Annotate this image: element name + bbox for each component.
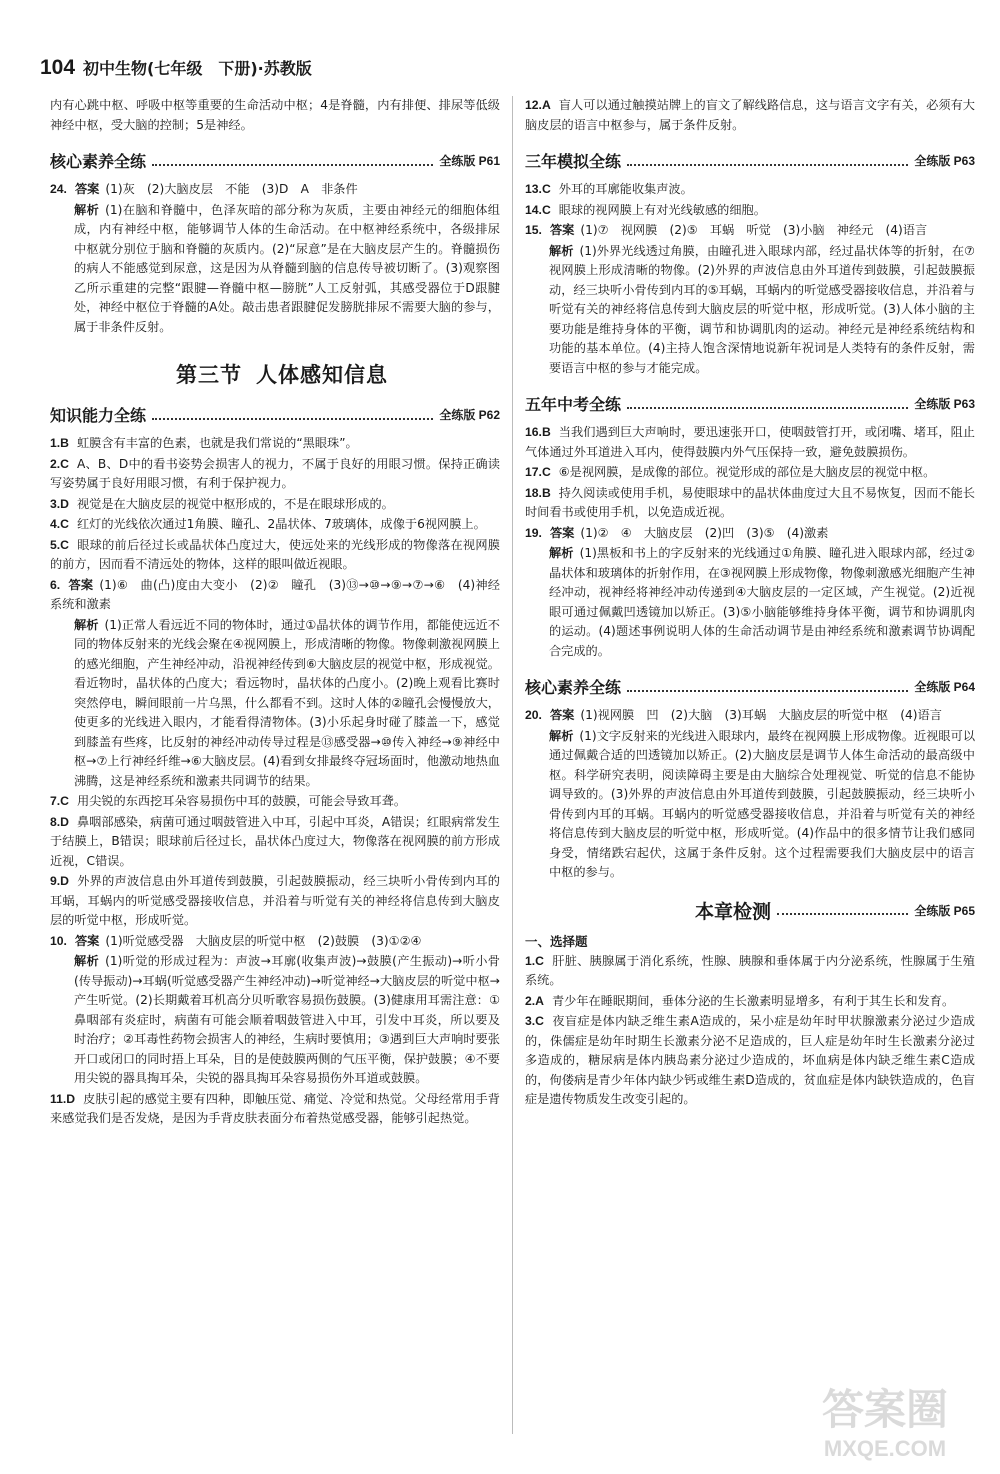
explanation-tag: 解析 [549, 728, 574, 743]
section-page-ref: 全练版 P62 [439, 408, 500, 422]
dotted-leader [152, 156, 433, 166]
answer-text: (1)视网膜 凹 (2)大脑 (3)耳蜗 大脑皮层的听觉中枢 (4)语言 [580, 708, 942, 722]
item-number: 8.D [50, 814, 69, 829]
answer-text: 当我们遇到巨大声响时，要迅速张开口，使咽鼓管打开，或闭嘴、堵耳，阻止气体通过外耳道进入耳内，使得鼓膜内外气压保持一致，避免鼓膜损伤。 [525, 425, 975, 459]
answer-tag: 答案 [549, 525, 575, 540]
answer-text: (1)⑦ 视网膜 (2)⑤ 耳蜗 听觉 (3)小脑 神经元 (4)语言 [580, 223, 928, 237]
explanation-text: (1)听觉的形成过程为：声波→耳廓(收集声波)→鼓膜(产生振动)→听小骨(传导振动)→耳蜗(听觉感受器产生神经冲动)→听觉神经→大脑皮层的听觉中枢→产生听觉。(2)长期戴着耳机高分贝听歌容易损伤鼓膜。(3)健康用耳需注意：①鼻咽部有炎症时，病菌有可能会顺着咽鼓管进入中耳，引发中耳炎，所以要及时治疗；②耳毒性药物会损害人的神经，生病时要慎用；③遇到巨大声响时要张开口或闭口的同时捂上耳朵，目的是使鼓膜两侧的气压平衡，保护鼓膜；④不要用尖锐的器具掏耳朵，尖锐的器具掏耳朵容易损伤外耳道或鼓膜。 [74, 954, 500, 1085]
answer-tag: 答案 [549, 223, 575, 237]
section-header [525, 149, 975, 172]
item-number: 18.B [525, 485, 551, 500]
section-title: 五年中考全练 [525, 395, 622, 414]
answer-tag: 答案 [74, 182, 100, 196]
explanation-item [50, 616, 500, 792]
chapter-name: 人体感知信息 [256, 363, 388, 387]
explanation-item [50, 201, 500, 338]
answer-text: A、B、D中的看书姿势会损害人的视力，不属于良好的用眼习惯。保持正确读写姿势属于良好用眼习惯，有利于保护视力。 [50, 456, 500, 490]
explanation-item [525, 727, 975, 883]
answer-item [50, 813, 500, 872]
answer-tag: 答案 [68, 577, 94, 592]
item-number: 14.C [525, 202, 551, 217]
section-header [525, 897, 975, 924]
item-number: 13.C [525, 182, 551, 196]
answer-tag: 答案 [74, 933, 100, 948]
answer-text: 虹膜含有丰富的色素，也就是我们常说的“黑眼珠”。 [76, 436, 358, 450]
item-number: 12.A [525, 98, 551, 112]
explanation-tag: 解析 [549, 546, 574, 560]
left-column [50, 96, 500, 1454]
dotted-leader [777, 905, 908, 915]
answer-text: 皮肤引起的感觉主要有四种，即触压觉、痛觉、冷觉和热觉。父母经常用手背来感觉我们是否发烧，是因为手背皮肤表面分布着热觉感受器，能够引起热觉。 [50, 1091, 500, 1125]
answer-item [525, 180, 975, 200]
answer-text: 红灯的光线依次通过1角膜、瞳孔、2晶状体、7玻璃体，成像于6视网膜上。 [76, 517, 486, 531]
dotted-leader [627, 682, 908, 692]
section-title: 核心素养全练 [50, 152, 147, 171]
item-number: 17.C [525, 465, 551, 479]
item-number: 6. [50, 577, 61, 592]
right-column [525, 96, 975, 1454]
answer-item [525, 463, 975, 483]
item-number: 11.D [50, 1091, 76, 1106]
answer-item [50, 932, 500, 952]
answer-item [50, 455, 500, 494]
item-number: 10. [50, 933, 67, 948]
chapter-number: 第三节 [176, 363, 242, 387]
explanation-text: (1)外界光线透过角膜，由瞳孔进入眼球内部，经过晶状体等的折射，在⑦视网膜上形成清晰的物像。(2)外界的声波信息由外耳道传到鼓膜，引起鼓膜振动，经三块听小骨传到内耳的⑤耳蜗，耳蜗内的听觉感受器接收信息，并沿着与听觉有关的神经将信息传到大脑皮层的听觉中枢，形成听觉。(3)人体小脑的主要功能是维持身体的平衡，调节和协调肌肉的运动。神经元是神经系统结构和功能的基本单位。(4)主持人饱含深情地说新年祝词是人类特有的条件反射，需要语言中枢的参与才能完成。 [549, 243, 975, 375]
explanation-tag: 解析 [74, 954, 100, 968]
dotted-leader [152, 410, 433, 420]
answer-item [525, 423, 975, 462]
answer-item [525, 96, 975, 135]
answer-text: 肝脏、胰腺属于消化系统，性腺、胰腺和垂体属于内分泌系统，性腺属于生殖系统。 [525, 953, 975, 987]
explanation-tag: 解析 [74, 617, 99, 632]
answer-item [50, 872, 500, 931]
answer-text: (1)灰 (2)大脑皮层 不能 (3)D A 非条件 [105, 182, 358, 196]
answer-item [525, 952, 975, 991]
answer-text: 盲人可以通过触摸站牌上的盲文了解线路信息，这与语言文字有关，必须有大脑皮层的语言中枢参与，属于条件反射。 [525, 98, 975, 132]
answer-text: 外耳的耳廓能收集声波。 [558, 182, 693, 196]
explanation-item [525, 544, 975, 661]
explanation-tag: 解析 [549, 243, 574, 258]
item-number: 9.D [50, 874, 69, 888]
item-number: 7.C [50, 794, 69, 808]
section-title: 三年模拟全练 [525, 152, 622, 171]
answer-text: 青少年在睡眠期间，垂体分泌的生长激素明显增多，有利于其生长和发育。 [551, 993, 955, 1008]
answer-item [525, 992, 975, 1012]
explanation-text: (1)文字反射来的光线进入眼球内，最终在视网膜上形成物像。近视眼可以通过佩戴合适的凹透镜加以矫正。(2)大脑皮层是调节人体生命活动的最高级中枢。科学研究表明，阅读障碍主要是由大脑综合处理视觉、听觉的信息不能协调导致的。(3)外界的声波信息由外耳道传到鼓膜，引起鼓膜振动，经三块听小骨传到内耳的耳蜗。耳蜗内的听觉感受器接收信息，并沿着与听觉有关的神经将信息传到大脑皮层的听觉中枢，形成听觉。(4)作品中的很多情节让我们感同身受，情绪跌宕起伏，这属于条件反射。这个过程需要我们大脑皮层中的语言中枢的参与。 [549, 728, 975, 879]
answer-item [50, 792, 500, 812]
answer-item [50, 576, 500, 615]
column-divider [512, 96, 513, 1434]
section-page-ref: 全练版 P64 [914, 680, 975, 694]
answer-tag: 答案 [549, 708, 575, 722]
section-title: 核心素养全练 [525, 678, 622, 697]
explanation-tag: 解析 [74, 202, 100, 217]
section-header [525, 392, 975, 415]
answer-item [525, 221, 975, 241]
watermark-url: MXQE.COM [823, 1436, 947, 1461]
answer-item [50, 180, 500, 200]
explanation-text: (1)正常人看远近不同的物体时，通过①晶状体的调节作用，都能使远近不同的物体反射来的光线会聚在④视网膜上，形成清晰的物像。物像刺激视网膜上的感光细胞，产生神经冲动，沿视神经传到⑥大脑皮层的视觉中枢，形成视觉。看近物时，晶状体的凸度大；看远物时，晶状体的凸度小。(2)晚上观看比赛时突然停电，瞬间眼前一片乌黑，什么都看不到。这时人体的②瞳孔会慢慢放大，使更多的光线进入眼内，才能看得清物体。(3)小乐起身时碰了膝盖一下，感觉到膝盖有些疼，比反射的神经冲动传导过程是⑬感受器→⑩传入神经→⑨神经中枢→⑦上行神经纤维→⑥大脑皮层。(4)看到女排最终夺冠场面时，他激动地热血沸腾，这是神经系统和激素共同调节的结果。 [74, 617, 500, 788]
answer-text: 视觉是在大脑皮层的视觉中枢形成的，不是在眼球形成的。 [76, 496, 394, 511]
running-header [40, 56, 312, 82]
section-page-ref: 全练版 P63 [914, 397, 975, 411]
item-number: 20. [525, 708, 542, 722]
section-header [50, 403, 500, 426]
subsection-title: 一、选择题 [525, 933, 588, 949]
section-header [50, 149, 500, 172]
dotted-leader [627, 399, 908, 409]
answer-text: 眼球的前后径过长或晶状体凸度过大，使远处来的光线形成的物像落在视网膜的前方，因而看不清远处的物体，这样的眼叫做近视眼。 [50, 537, 500, 571]
section-title: 知识能力全练 [50, 406, 147, 425]
answer-text: 鼻咽部感染，病菌可通过咽鼓管进入中耳，引起中耳炎，A错误；红眼病常发生于结膜上，B错误；眼球前后径过长，晶状体凸度过大，物像落在视网膜的前方形成近视，C错误。 [50, 814, 500, 868]
item-number: 3.C [525, 1014, 544, 1028]
section-page-ref: 全练版 P63 [914, 154, 975, 168]
answer-item [50, 495, 500, 515]
answer-text: (1)听觉感受器 大脑皮层的听觉中枢 (2)鼓膜 (3)①②④ [105, 933, 422, 948]
answer-text: 用尖锐的东西挖耳朵容易损伤中耳的鼓膜，可能会导致耳聋。 [76, 794, 407, 808]
answer-item [50, 515, 500, 535]
answer-item [50, 1090, 500, 1129]
item-number: 1.B [50, 436, 69, 450]
item-number: 15. [525, 223, 542, 237]
explanation-item [50, 952, 500, 1089]
answer-text: ⑥是视网膜，是成像的部位。视觉形成的部位是大脑皮层的视觉中枢。 [558, 465, 936, 479]
section-title: 本章检测 [695, 900, 772, 923]
explanation-text: (1)黑板和书上的字反射来的光线通过①角膜、瞳孔进入眼球内部，经过②晶状体和玻璃体的折射作用，在③视网膜上形成物像，物像刺激感光细胞产生神经冲动，视神经将神经冲动传递到④大脑皮层的一定区域，产生视觉。(2)近视眼可通过佩戴凹透镜加以矫正。(3)⑤小脑能够维持身体平衡，调节和协调肌肉的运动。(4)题述事例说明人体的生命活动调节是由神经系统和激素调节协调配合完成的。 [549, 546, 975, 658]
answer-text: 外界的声波信息由外耳道传到鼓膜，引起鼓膜振动，经三块听小骨传到内耳的耳蜗，耳蜗内的听觉感受器接收信息，并沿着与听觉有关的神经将信息传到大脑皮层的听觉中枢，形成听觉。 [50, 874, 500, 927]
item-number: 1.C [525, 953, 544, 968]
section-page-ref: 全练版 P65 [914, 903, 975, 918]
item-number: 2.A [525, 993, 544, 1008]
book-title: 初中生物(七年级 下册)·苏教版 [83, 59, 312, 78]
item-number: 4.C [50, 517, 69, 531]
explanation-item [525, 242, 975, 379]
dotted-leader [627, 156, 908, 166]
section-page-ref: 全练版 P61 [439, 154, 500, 168]
item-number: 5.C [50, 537, 69, 552]
item-number: 2.C [50, 456, 69, 471]
intro-paragraph: 内有心跳中枢、呼吸中枢等重要的生命活动中枢；4是脊髓，内有排便、排尿等低级神经中枢，受大脑的控制；5是神经。 [50, 98, 500, 132]
item-number: 19. [525, 525, 542, 540]
answer-text: 持久阅读或使用手机，易使眼球中的晶状体曲度过大且不易恢复，因而不能长时间看书或使用手机，以免造成近视。 [525, 485, 975, 519]
watermark-text: 答案圈 [821, 1385, 949, 1434]
section-header [525, 675, 975, 698]
answer-item [525, 524, 975, 544]
answer-text: (1)⑥ 曲(凸)度由大变小 (2)② 瞳孔 (3)⑬→⑩→⑨→⑦→⑥ (4)神经系统和激素 [50, 577, 500, 611]
answer-text: 夜盲症是体内缺乏维生素A造成的，呆小症是幼年时甲状腺激素分泌过少造成的，侏儒症是幼年时期生长激素分泌不足造成的，巨人症是幼年时生长激素分泌过多造成的，糖尿病是体内胰岛素分泌过少造成的，坏血病是体内缺乏维生素C造成的，佝偻病是青少年体内缺少钙或维生素D造成的，贫血症是体内缺铁造成的，色盲症是遗传物质发生改变引起的。 [525, 1014, 975, 1106]
answer-item [50, 536, 500, 575]
item-number: 24. [50, 182, 67, 196]
answer-text: (1)② ④ 大脑皮层 (2)凹 (3)⑤ (4)激素 [580, 525, 829, 540]
answer-item [525, 1012, 975, 1110]
answer-item [525, 484, 975, 523]
item-number: 16.B [525, 425, 551, 439]
page-number: 104 [40, 56, 76, 79]
item-number: 3.D [50, 496, 69, 511]
explanation-text: (1)在脑和脊髓中，色泽灰暗的部分称为灰质，主要由神经元的细胞体组成，内有神经中枢，能够调节人体的生命活动。在中枢神经系统中，各级排尿中枢就分别位于脑和脊髓的灰质内。(2)“尿意”是在大脑皮层产生的。脊髓损伤的病人不能感觉到尿意，这是因为从脊髓到脑的信息传导被切断了。(3)观察图乙所示重建的完整“跟腱—脊髓中枢—膀胱”人工反射弧，其感受器位于D跟腱处，神经中枢位于脊髓的A处。敲击患者跟腱促发膀胱排尿不需要大脑的参与，属于非条件反射。 [74, 202, 500, 334]
answer-item [525, 201, 975, 221]
chapter-title [50, 359, 500, 389]
answer-text: 眼球的视网膜上有对光线敏感的细胞。 [558, 202, 766, 217]
answer-item [525, 706, 975, 726]
answer-item [50, 434, 500, 454]
